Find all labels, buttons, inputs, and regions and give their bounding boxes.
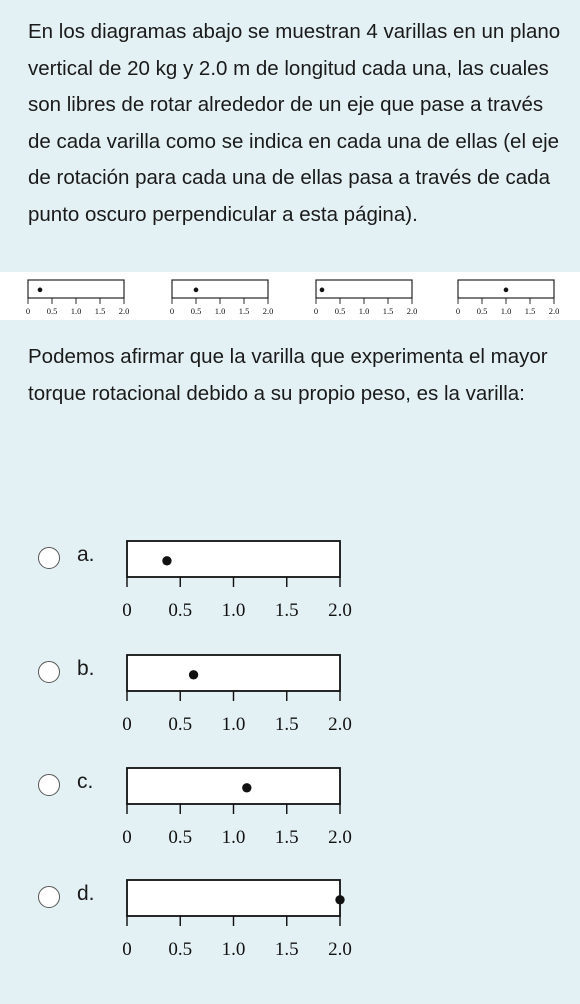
option-0-axis-dot (162, 556, 171, 565)
strip-rod-0-group (26, 280, 129, 316)
option-2-tick-label: 0 (122, 827, 132, 848)
strip-rod-1-tick-label: 2.0 (262, 306, 274, 316)
option-2-tick-label: 1.5 (274, 827, 299, 848)
option-c[interactable] (38, 764, 368, 864)
strip-rod-3-tick-label: 0.5 (476, 306, 488, 316)
strip-rod-1-tick-label: 1.5 (238, 306, 250, 316)
option-3-tick-label: 0 (122, 939, 132, 960)
strip-rod-1-axis-dot (194, 288, 199, 293)
option-2-tick-label: 1.0 (221, 827, 246, 848)
rod-diagrams-strip (0, 272, 580, 320)
option-0-tick-label: 2.0 (328, 600, 352, 621)
option-3-tick-label: 1.0 (221, 939, 246, 960)
strip-rod-1-rod (172, 280, 268, 298)
strip-rod-2-tick-label: 1.0 (358, 306, 370, 316)
option-1-tick-label: 0.5 (168, 714, 193, 735)
radio-button-c[interactable] (38, 774, 60, 796)
option-d[interactable] (38, 876, 368, 976)
strip-rod-2-tick-label: 0.5 (334, 306, 346, 316)
radio-button-a[interactable] (38, 547, 60, 569)
strip-rod-3-tick-label: 1.5 (524, 306, 536, 316)
rod-diagram-a (114, 537, 374, 627)
option-0-tick-label: 0.5 (168, 600, 193, 621)
strip-rod-3-group (456, 280, 559, 316)
option-1-axis-dot (189, 670, 198, 679)
option-1-tick-label: 1.5 (274, 714, 299, 735)
option-3-tick-label: 2.0 (328, 939, 352, 960)
option-b-label: b. (77, 657, 95, 680)
strip-rod-3-tick-label: 0 (455, 306, 461, 316)
option-1-rod (127, 655, 340, 691)
strip-rod-2-tick-label: 0 (313, 306, 319, 316)
option-0-rod (127, 541, 340, 577)
option-c-label: c. (77, 770, 94, 793)
option-a[interactable] (38, 537, 368, 637)
option-2-tick-label: 0.5 (168, 827, 193, 848)
option-1-tick-label: 2.0 (328, 714, 352, 735)
option-3-rod (127, 880, 340, 916)
option-0-tick-label: 0 (122, 600, 132, 621)
strip-rod-3-axis-dot (504, 288, 509, 293)
strip-rod-0-rod (28, 280, 124, 298)
strip-rod-2-tick-label: 2.0 (406, 306, 418, 316)
rod-diagram-d (114, 876, 374, 966)
option-0-tick-label: 1.0 (221, 600, 246, 621)
strip-rod-1-group (170, 280, 273, 316)
strip-rod-3-tick-label: 1.0 (500, 306, 512, 316)
option-0-tick-label: 1.5 (274, 600, 299, 621)
rod-diagram-b (114, 651, 374, 741)
option-1-tick-label: 0 (122, 714, 132, 735)
radio-button-d[interactable] (38, 886, 60, 908)
question-text: En los diagramas abajo se muestran 4 varillas en un plano vertical de 20 kg y 2.0 m de longitud cada una, las cuales son libres de rotar alrededor de un eje que pase a través de cada varilla como se indica en cada una de ellas (el eje de rotación para cada una de ellas pasa a través de cada punto oscuro perpendicular a esta página). (28, 20, 561, 226)
option-2-axis-dot (242, 783, 251, 792)
strip-rod-0-tick-label: 1.0 (70, 306, 82, 316)
option-3-tick-label: 0.5 (168, 939, 193, 960)
strip-rod-1-tick-label: 1.0 (214, 306, 226, 316)
option-2-tick-label: 2.0 (328, 827, 352, 848)
option-3-group (122, 880, 352, 960)
option-3-axis-dot (335, 895, 344, 904)
strip-rod-0-tick-label: 0 (25, 306, 31, 316)
option-3-tick-label: 1.5 (274, 939, 299, 960)
strip-rod-2-group (314, 280, 417, 316)
strip-rod-1-tick-label: 0 (169, 306, 175, 316)
option-1-tick-label: 1.0 (221, 714, 246, 735)
strip-rod-0-tick-label: 2.0 (118, 306, 130, 316)
strip-rod-0-tick-label: 1.5 (94, 306, 106, 316)
strip-rod-0-tick-label: 0.5 (46, 306, 58, 316)
option-0-group (122, 541, 352, 621)
strip-rod-2-tick-label: 1.5 (382, 306, 394, 316)
option-2-group (122, 768, 352, 848)
strip-rod-3-tick-label: 2.0 (548, 306, 560, 316)
radio-button-b[interactable] (38, 661, 60, 683)
option-2-rod (127, 768, 340, 804)
strip-rod-0-axis-dot (38, 288, 43, 293)
strip-rod-2-axis-dot (320, 288, 325, 293)
option-a-label: a. (77, 543, 95, 566)
option-b[interactable] (38, 651, 368, 751)
rod-diagram-c (114, 764, 374, 854)
question-prompt: Podemos afirmar que la varilla que experimenta el mayor torque rotacional debido a su propio peso, es la varilla: (28, 345, 548, 405)
strip-rod-1-tick-label: 0.5 (190, 306, 202, 316)
strip-rod-2-rod (316, 280, 412, 298)
option-1-group (122, 655, 352, 735)
option-d-label: d. (77, 882, 95, 905)
